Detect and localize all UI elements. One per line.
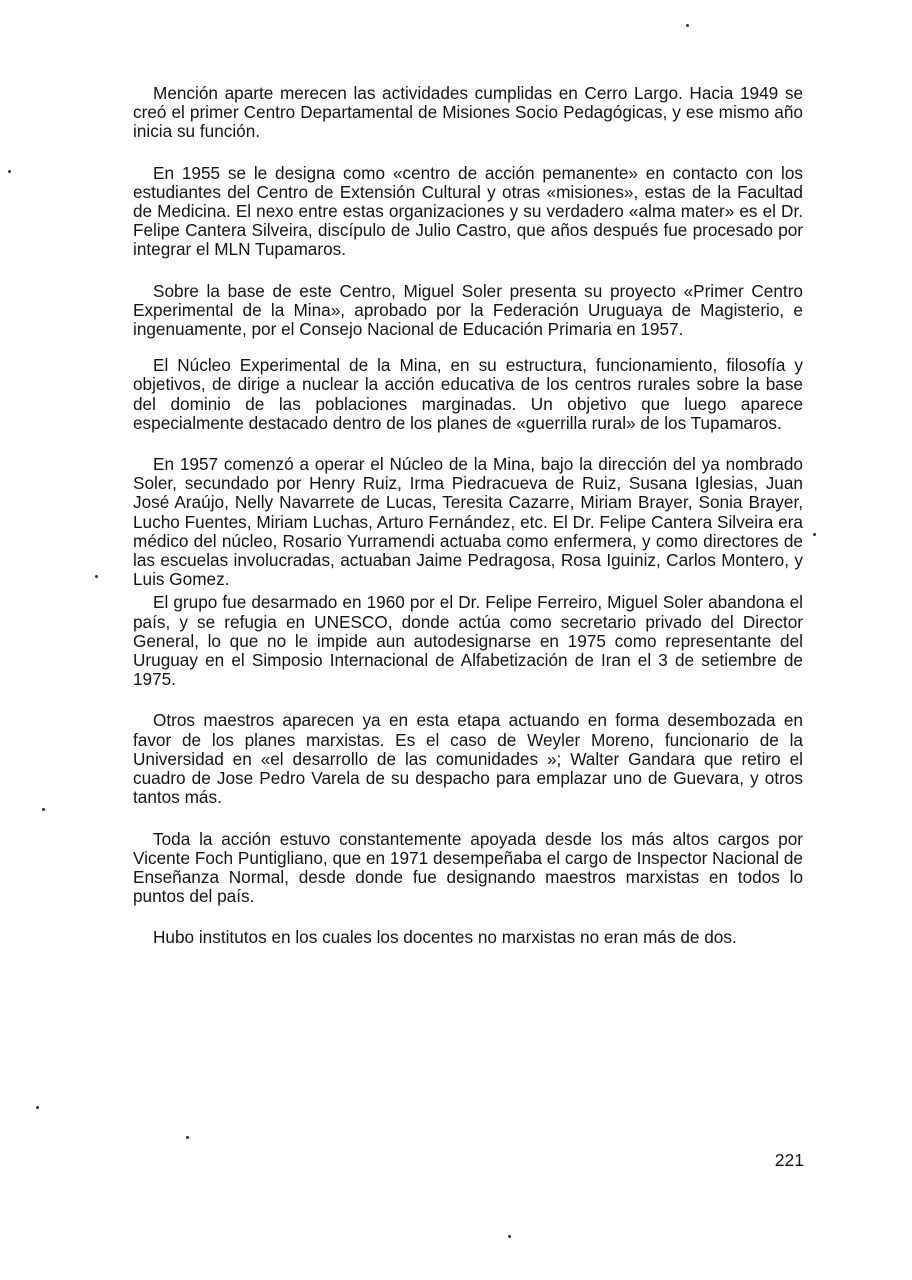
paragraph-2: En 1955 se le designa como «centro de acción pemanente» en contacto con los estudiantes del Centro de Extensión Cultural y otras «misiones», estas de la Facultad de Medicina. El nexo entre estas organizaciones y su verdadero «alma mater» es el Dr. Felipe Cantera Silveira, discípulo de Julio Castro, que años después fue procesado por integrar el MLN Tupamaros. (133, 162, 803, 260)
scan-speck (686, 24, 689, 27)
paragraph-7: Otros maestros aparecen ya en esta etapa actuando en forma desembozada en favor de los planes marxistas. Es el caso de Weyler Moreno, funcionario de la Universidad en «el desarrollo de las comunidades »; Walter Gandara que retiro el cuadro de Jose Pedro Varela de su despacho para emplazar uno de Guevara, y otros tantos más. (133, 710, 803, 808)
paragraph-6: El grupo fue desarmado en 1960 por el Dr. Felipe Ferreiro, Miguel Soler abandona el país, y se refugia en UNESCO, donde actúa como secretario privado del Director General, lo que no le impide aun autodesignarse en 1975 como representante del Uruguay en el Simposio Internacional de Alfabetización de Iran el 3 de setiembre de 1975. (133, 592, 803, 690)
paragraph-8: Toda la acción estuvo constantemente apoyada desde los más altos cargos por Vicente Foch Puntigliano, que en 1971 desempeñaba el cargo de Inspector Nacional de Enseñanza Normal, desde donde fue designando maestros marxistas en todos lo puntos del país. (133, 828, 803, 907)
scan-speck (8, 170, 11, 173)
paragraph-4: El Núcleo Experimental de la Mina, en su estructura, funcionamiento, filosofía y objetivos, de dirige a nuclear la acción educativa de los centros rurales sobre la base del dominio de las poblaciones marginadas. Un objetivo que luego aparece especialmente destacado dentro de los planes de «guerrilla rural» de los Tupamaros. (133, 355, 803, 433)
paragraph-9: Hubo institutos en los cuales los docentes no marxistas no eran más de dos. (153, 927, 737, 948)
scan-speck (813, 533, 816, 536)
scan-speck (95, 575, 98, 578)
paragraph-1: Mención aparte merecen las actividades cumplidas en Cerro Largo. Hacia 1949 se creó el primer Centro Departamental de Misiones Socio Pedagógicas, y ese mismo año inicia su función. (133, 83, 803, 142)
scan-speck (508, 1235, 511, 1238)
page-number: 221 (774, 1150, 804, 1170)
scan-speck (36, 1106, 39, 1109)
paragraph-5: En 1957 comenzó a operar el Núcleo de la Mina, bajo la dirección del ya nombrado Soler, secundado por Henry Ruiz, Irma Piedracueva de Ruiz, Susana Iglesias, Juan José Araújo, Nelly Navarrete de Lucas, Teresita Cazarre, Miriam Brayer, Sonia Brayer, Lucho Fuentes, Miriam Luchas, Arturo Fernández, etc. El Dr. Felipe Cantera Silveira era médico del núcleo, Rosario Yurramendi actuaba como enfermera, y como directores de las escuelas involucradas, actuaban Jaime Pedragosa, Rosa Iguiniz, Carlos Montero, y Luis Gomez. (133, 454, 803, 590)
scan-speck (42, 808, 45, 811)
scan-speck (186, 1136, 189, 1139)
page-body (133, 84, 803, 948)
paragraph-3: Sobre la base de este Centro, Miguel Soler presenta su proyecto «Primer Centro Experimental de la Mina», aprobado por la Federación Uruguaya de Magisterio, e ingenuamente, por el Consejo Nacional de Educación Primaria en 1957. (133, 280, 803, 340)
